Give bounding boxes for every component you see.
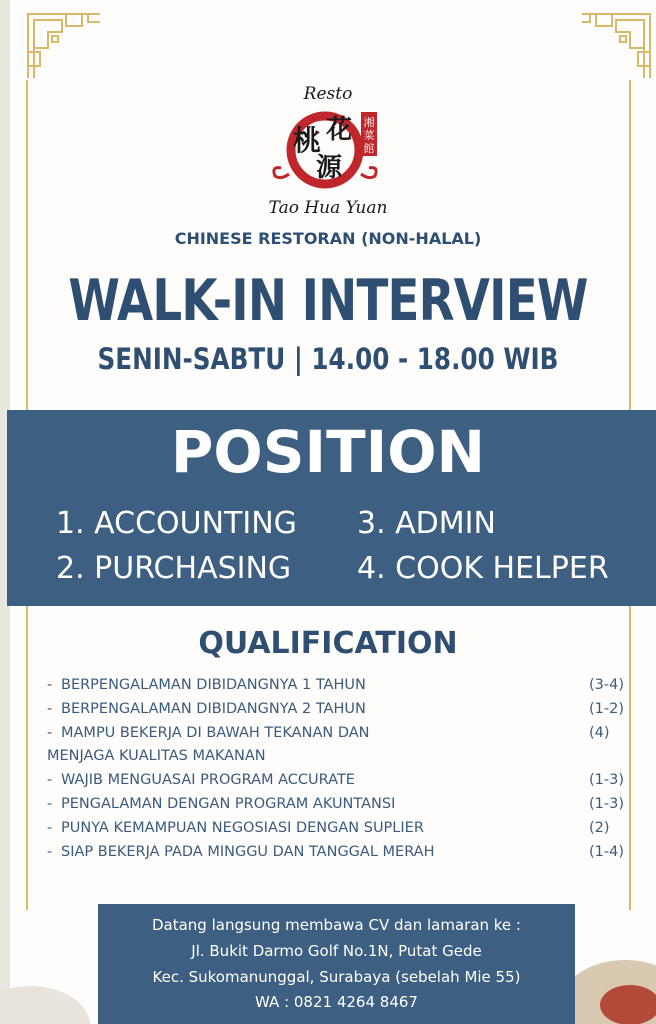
contact-address-street: Jl. Bukit Darmo Golf No.1N, Putat Gede	[191, 942, 482, 960]
qualification-title: QUALIFICATION	[198, 626, 458, 661]
qualification-text: PUNYA KEMAMPUAN NEGOSIASI DENGAN SUPLIER	[61, 820, 424, 836]
bullet-dash: -	[47, 820, 53, 836]
qualification-text: MAMPU BEKERJA DI BAWAH TEKANAN DAN	[61, 725, 370, 741]
contact-whatsapp: WA : 0821 4264 8467	[255, 993, 418, 1011]
logo-resto-text: Resto	[303, 84, 353, 104]
qualification-position-code: (3-4)	[589, 677, 624, 693]
contact-info-box	[98, 904, 575, 1024]
bullet-dash: -	[47, 725, 53, 741]
position-title: POSITION	[170, 418, 486, 486]
logo-char-tao: 桃	[292, 124, 322, 157]
corner-ornament-left-icon	[22, 8, 104, 84]
qualification-position-code: (1-3)	[589, 772, 624, 788]
bullet-dash: -	[47, 677, 53, 693]
position-item-purchasing: 2. PURCHASING	[56, 551, 292, 586]
contact-address-district: Kec. Sukomanunggal, Surabaya (sebelah Mie 55)	[152, 968, 521, 986]
qualification-position-code: (2)	[589, 820, 610, 836]
contact-instruction: Datang langsung membawa CV dan lamaran ke :	[151, 916, 521, 934]
qualification-text: BERPENGALAMAN DIBIDANGNYA 2 TAHUN	[61, 701, 366, 717]
qualification-text: MENJAGA KUALITAS MAKANAN	[47, 748, 266, 764]
food-dish-decoration-right	[600, 985, 656, 1024]
interview-schedule: SENIN-SABTU | 14.00 - 18.00 WIB	[97, 342, 559, 376]
qualification-text: SIAP BEKERJA PADA MINGGU DAN TANGGAL MERAH	[61, 844, 435, 860]
seal-char-2: 菜	[363, 129, 375, 142]
seal-char-3: 館	[363, 142, 375, 155]
tao-hua-yuan-emblem-icon	[263, 104, 393, 196]
seal-char-1: 湘	[363, 116, 375, 129]
qualification-position-code: (4)	[589, 725, 610, 741]
logo-brand-name: Tao Hua Yuan	[268, 198, 388, 218]
qualification-position-code: (1-2)	[589, 701, 624, 717]
restaurant-logo	[0, 84, 656, 218]
qualification-text: BERPENGALAMAN DIBIDANGNYA 1 TAHUN	[61, 677, 366, 693]
food-plate-decoration-left	[0, 986, 90, 1024]
restaurant-subtitle: CHINESE RESTORAN (NON-HALAL)	[174, 229, 482, 248]
qualification-text: WAJIB MENGUASAI PROGRAM ACCURATE	[61, 772, 355, 788]
bullet-dash: -	[47, 772, 53, 788]
bullet-dash: -	[47, 796, 53, 812]
position-item-cook-helper: 4. COOK HELPER	[357, 551, 609, 586]
logo-char-hua: 花	[325, 115, 353, 145]
logo-char-yuan: 源	[315, 153, 343, 183]
position-item-accounting: 1. ACCOUNTING	[56, 506, 297, 541]
qualification-text: PENGALAMAN DENGAN PROGRAM AKUNTANSI	[61, 796, 396, 812]
qualification-position-code: (1-3)	[589, 796, 624, 812]
position-item-admin: 3. ADMIN	[357, 506, 496, 541]
headline: WALK-IN INTERVIEW	[68, 268, 588, 334]
corner-ornament-right-icon	[580, 8, 656, 84]
bullet-dash: -	[47, 844, 53, 860]
bullet-dash: -	[47, 701, 53, 717]
qualification-position-code: (1-4)	[589, 844, 624, 860]
